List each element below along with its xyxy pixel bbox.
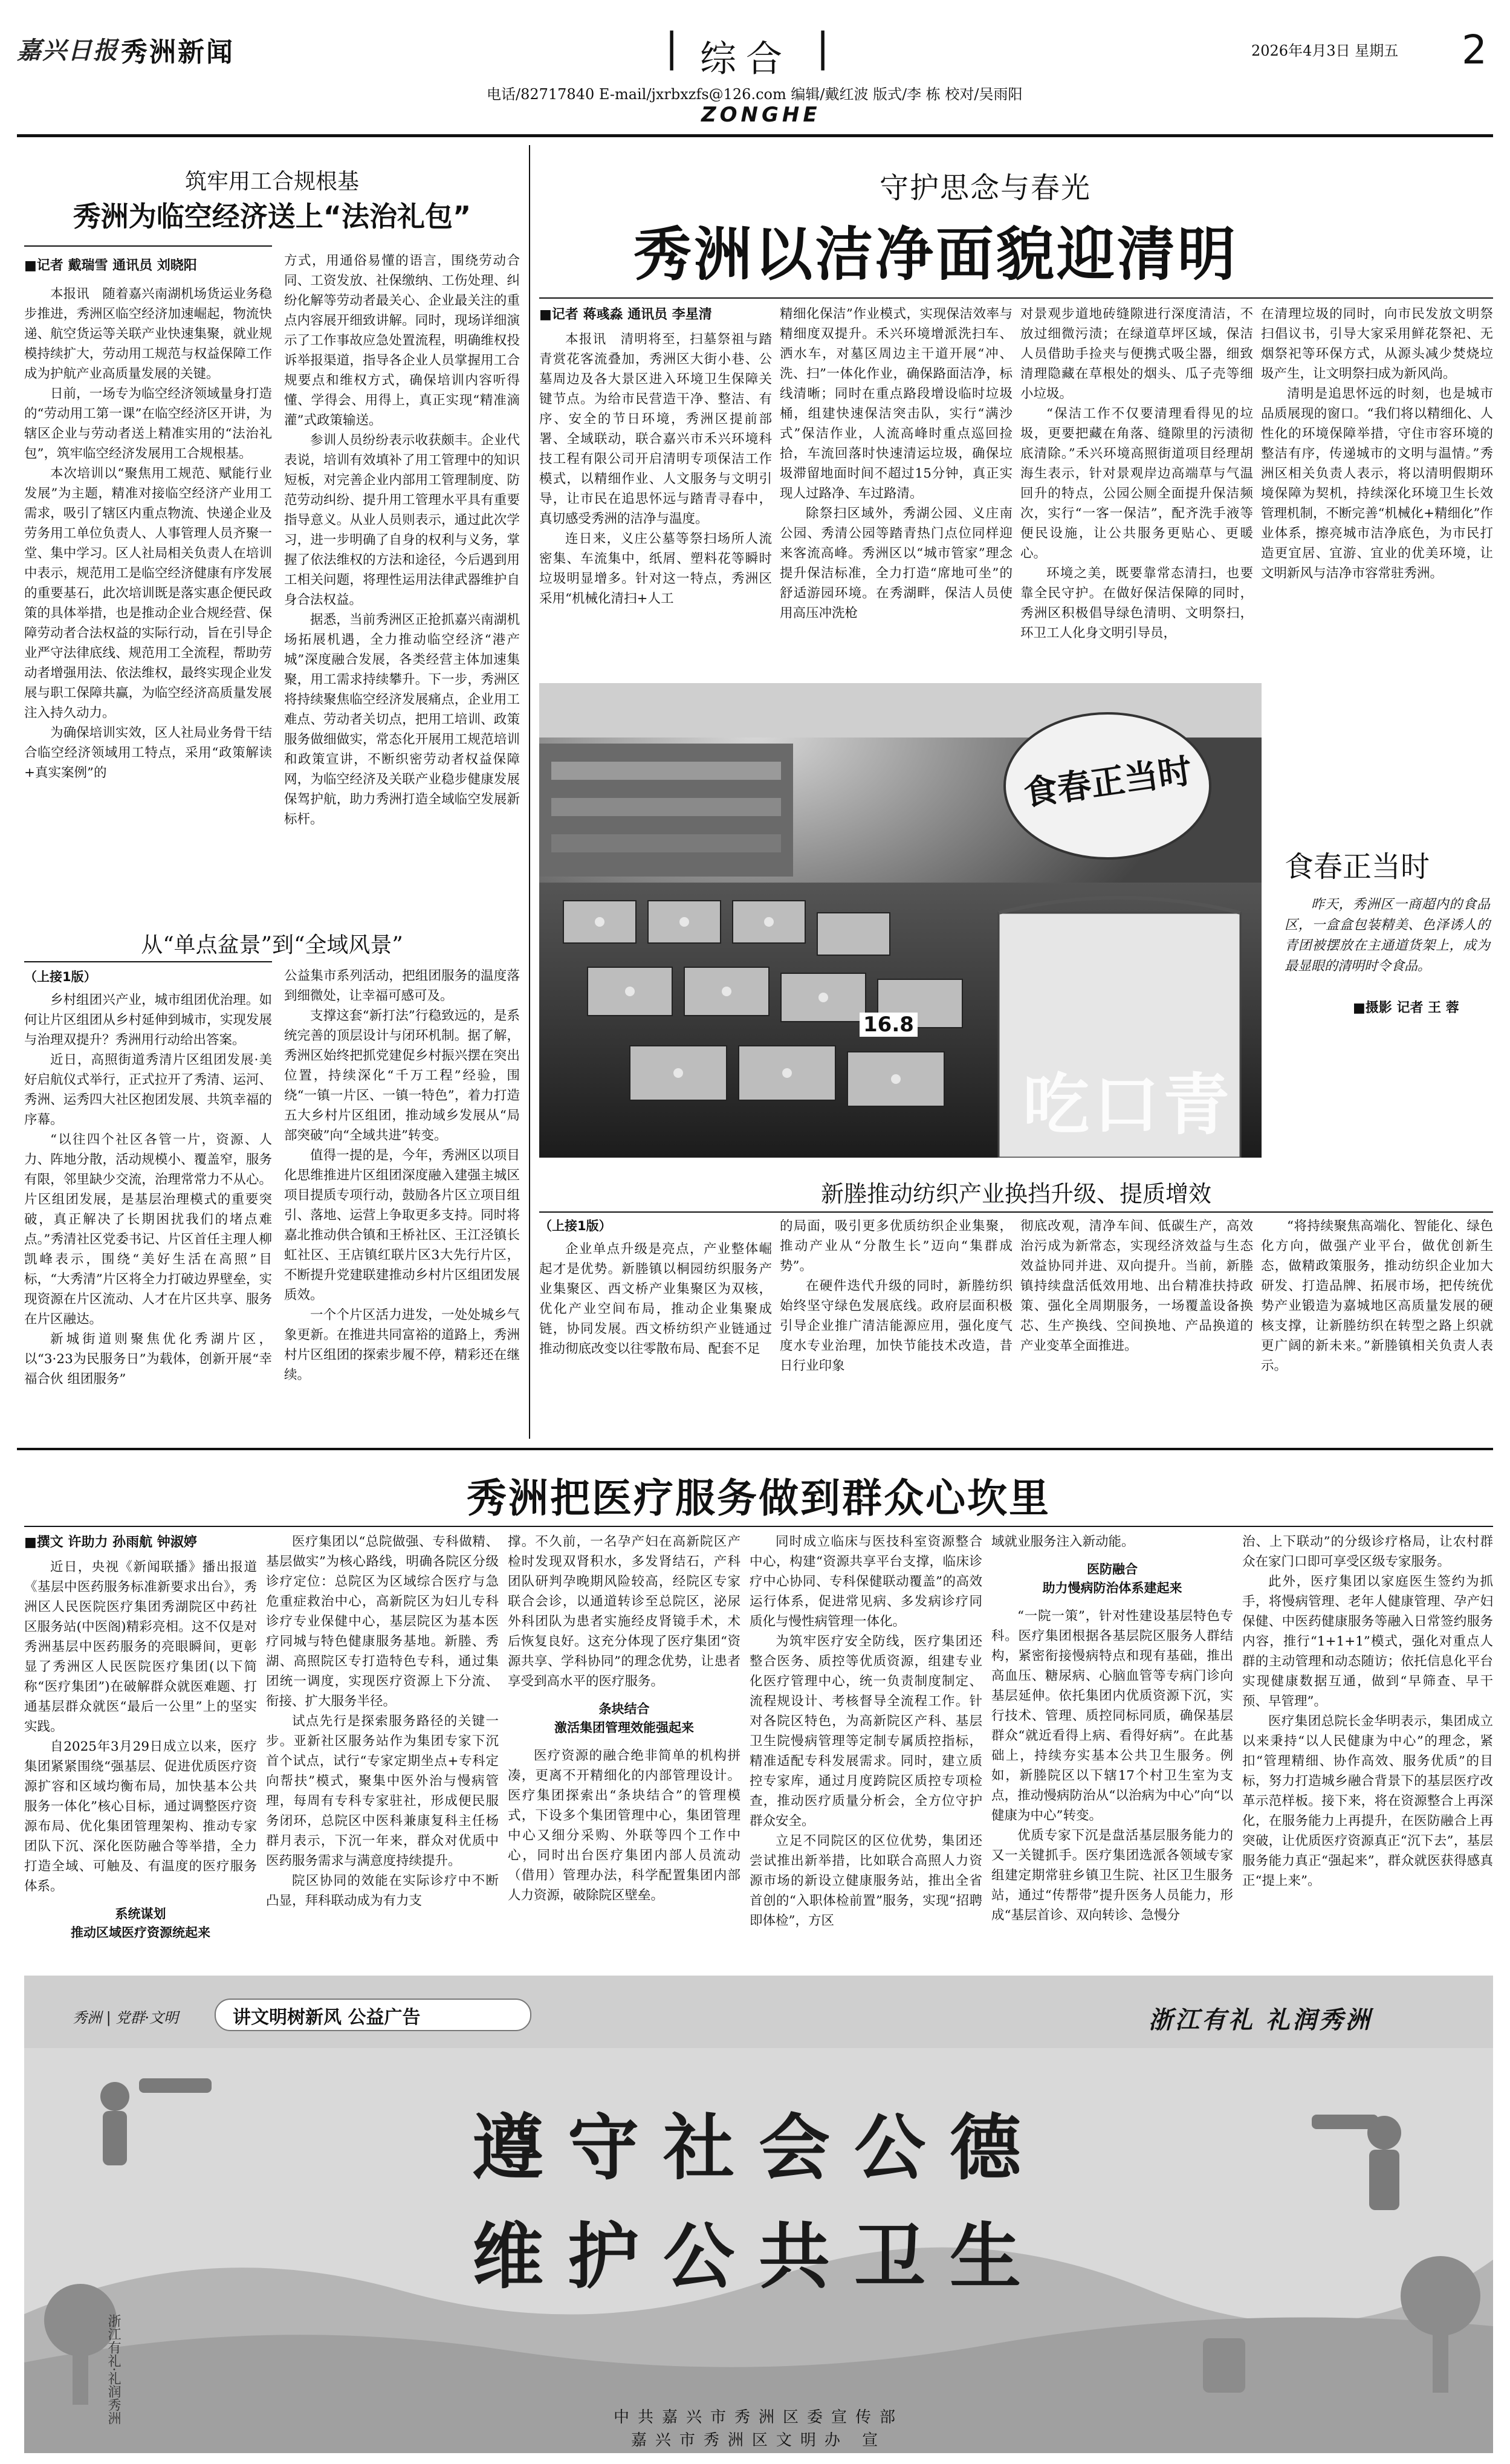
paragraph: 医疗集团总院长金华明表示，集团成立以来秉持“以人民健康为中心”的理念，紧扣“管理精细、协作高效、服务优质”的目标，努力打造城乡融合背景下的基层医疗改革示范样板。接下来，将在资源整合上再深化，在服务能力上再提升，在医防融合上再突破，让优质医疗资源真正“沉下去”，基层服务能力真正“强起来”，群众就医获得感真正“提上来”。 <box>1242 1714 1493 1889</box>
paragraph: 优质专家下沉是盘活基层服务能力的又一关键抓手。医疗集团选派各领域专家组建定期常驻乡镇卫生院、社区卫生服务站，通过“传帮带”提升医务人员能力，形成“基层首诊、双向转诊、急慢分 <box>991 1828 1233 1923</box>
public-service-ad <box>24 1976 1493 2453</box>
ad-logo: 秀洲 | 党群·文明 <box>73 2009 178 2026</box>
paragraph: 医疗资源的融合绝非简单的机构拼凑，更离不开精细化的内部管理设计。医疗集团探索出“条块结合”的管理模式，下设多个集团管理中心，集团管理中心又细分采购、外联等四个工作中心，同时出台医疗集团内部人员流动（借用）管理办法，科学配置集团内部人力资源，破除院区壁垒。 <box>508 1748 740 1903</box>
paragraph: 撑。不久前，一名孕产妇在高新院区产检时发现双肾积水，多发肾结石，产科团队研判孕晚期风险较高，经院区专家联合会诊，以通道转诊至总院区，泌尿外科团队为患者实施经皮肾镜手术，术后恢复良好。这充分体现了医疗集团“资源共享、学科协同”的理念优势，让患者享受到高水平的医疗服务。 <box>508 1534 740 1689</box>
column-name: 综合 <box>700 38 792 80</box>
grid-title: 从“单点盆景”到“全域风景” <box>141 933 403 958</box>
photo-price-tag: 16.8 <box>860 1013 918 1037</box>
paragraph: 此外，医疗集团以家庭医生签约为抓手，将慢病管理、老年人健康管理、孕产妇保健、中医药健康服务等融入日常签约服务内容，推行“1+1+1”模式，强化对重点人群的主动管理和动态随访；依托信息化平台实现健康数据互通，做到“早筛查、早干预、早管理”。 <box>1242 1574 1493 1709</box>
contact-line: 电话/82717840 E-mail/jxrbxzfs@126.com 编辑/戴红波 版式/李 栋 校对/吴雨阳 <box>487 86 1023 103</box>
section-rule <box>17 1448 1493 1450</box>
spring-title: 秀洲以洁净面貌迎清明 <box>633 221 1238 288</box>
legal-byline: ■记者 戴瑞雪 通讯员 刘晓阳 <box>24 258 197 273</box>
textile-col-2 <box>780 1216 1013 1439</box>
spring-col-3 <box>1020 304 1253 674</box>
paragraph: 乡村组团兴产业，城市组团优治理。如何让片区组团从乡村延伸到城市，实现发展与治理双提升？秀洲用行动给出答案。 <box>24 993 272 1048</box>
paragraph: 为筑牢医疗安全防线，医疗集团还整合医务、质控等优质资源，组建专业化医疗管理中心，统一负责制度制定、流程规设计、考核督导全流程工作。针对各院区特色，为高新院区产科、基层卫生院慢病管理等定制专属质控指标，精准适配专科发展需求。同时，建立质控专家库，通过月度跨院区质控专项检查，推动医疗质量分析会，全方位守护群众安全。 <box>750 1634 982 1829</box>
textile-from: （上接1版） <box>539 1219 612 1233</box>
paragraph: 本报讯 清明将至，扫墓祭祖与踏青赏花客流叠加，秀洲区大街小巷、公墓周边及各大景区进入环境卫生保障关键节点。为给市民营造干净、整洁、有序、安全的节日环境，秀洲区提前部署、全域联动，联合嘉兴市禾兴环境科技工程有限公司开启清明专项保洁工作模式，以精细作业、人文服务与文明引导，让市民在追思怀远与踏青寻春中，真切感受秀洲的洁净与温度。 <box>539 332 772 527</box>
ad-banner-right: 浙江有礼 礼润秀洲 <box>1149 2006 1372 2034</box>
paragraph: “保洁工作不仅要清理看得见的垃圾，更要把藏在角落、缝隙里的污渍彻底清除。”禾兴环境高照街道项目经理胡海生表示，针对景观岸边高端草与气温回升的特点，公园公厕全面提升保洁频次，实行“一客一保洁”，配齐洗手液等便民设施，让公共服务更贴心、更暖心。 <box>1020 406 1253 561</box>
subhead-3: 医防融合 助力慢病防治体系建起来 <box>1042 1562 1182 1595</box>
legal-kicker: 筑牢用工合规根基 <box>184 169 359 194</box>
grid-rule <box>24 961 272 962</box>
bar-left-icon: | <box>665 24 679 71</box>
paragraph: 同时成立临床与医技科室资源整合中心，构建“资源共享平台支撑，临床诊疗中心协同、专科保健联动覆盖”的高效运行体系，促进常见病、多发病诊疗同质化与慢性病管理一体化。 <box>750 1534 982 1629</box>
paragraph: “将持续聚焦高端化、智能化、绿色化方向，做强产业平台，做优创新生态，做精政策服务，推动纺织企业加大研发、打造品牌、拓展市场，把传统优势产业锻造为嘉城地区高质量发展的硬核支撑，让新塍纺织在转型之路上织就更广阔的新未来。”新塍镇相关负责人表示。 <box>1261 1219 1493 1373</box>
paragraph: 对景观步道地砖缝隙进行深度清洁，不放过细微污渍；在绿道草坪区域，保洁人员借助手捡夹与便携式吸尘器，细致清理隐藏在草根处的烟头、瓜子壳等细小垃圾。 <box>1020 306 1253 401</box>
paragraph: 清明是追思怀远的时刻，也是城市品质展现的窗口。“我们将以精细化、人性化的环境保障举措，守住市容环境的整洁有序，传递城市的文明与温情。”秀洲区相关负责人表示，将以清明假期环境保障为契机，持续深化环境卫生长效管理机制，不断完善“机械化+精细化”作业体系，擦亮城市洁净底色，为市民打造更宜居、宜游、宜业的优美环境，让文明新风与洁净市容常驻秀洲。 <box>1261 386 1493 581</box>
masthead-section: 秀洲新闻 <box>121 37 235 68</box>
legal-col-2 <box>284 251 520 919</box>
spring-byline: ■记者 蒋彧淼 通讯员 李星清 <box>539 307 712 322</box>
ad-slogan-line-2: 维护公共卫生 <box>471 2214 1045 2298</box>
paragraph: 公益集市系列活动，把组团服务的温度落到细微处，让幸福可感可及。 <box>284 968 520 1003</box>
paragraph: 除祭扫区域外，秀湖公园、义庄南公园、秀清公园等踏青热门点位同样迎来客流高峰。秀洲区以“城市管家”理念提升保洁标准，全力打造“席地可坐”的舒适游园环境。在秀湖畔，保洁人员使用高压冲洗枪 <box>780 506 1013 621</box>
paragraph: 立足不同院区的区位优势，集团还尝试推出新举措，比如联合高照人力资源市场的新设立健康服务站，推出全省首创的“入职体检前置”服务，实现“招聘即体检”，方区 <box>750 1833 982 1928</box>
issue-date: 2026年4月3日 星期五 <box>1251 42 1399 59</box>
medical-byline: ■撰文 许助力 孙雨航 钟淑婷 <box>24 1535 197 1550</box>
textile-col-1 <box>539 1239 772 1439</box>
legal-col-1 <box>24 284 272 919</box>
paragraph: “一院一策”，针对性建设基层特色专科。医疗集团根据各基层院区服务人群结构，紧密衔接慢病特点和现有基础，推出高血压、糖尿病、心脑血管等专病门诊向基层延伸。依托集团内优质资源下沉，实行技术、管理、质控同标同质，确保基层群众“就近看得上病、看得好病”。在此基础上，持续夯实基本公共卫生服务。例如，新塍院区以下辖17个村卫生室为支点，推动慢病防治从“以治病为中心”向“以健康为中心”转变。 <box>991 1609 1233 1823</box>
bar-right-icon: | <box>816 24 830 71</box>
ad-slogan-line-1: 遵守社会公德 <box>471 2106 1045 2190</box>
paragraph: “以往四个社区各管一片，资源、人力、阵地分散，活动规模小、覆盖窄，服务有限，邻里缺少交流，治理常常力不从心。片区组团发展，是基层治理模式的重要突破，真正解决了长期困扰我们的堵点难点。”秀清社区党委书记、片区首任主理人柳凯峰表示，围绕“美好生活在高照”目标，“大秀清”片区将全力打破边界壁垒，实现资源在片区流动、人才在片区共享、服务在片区融达。 <box>24 1132 272 1327</box>
paragraph: 方式，用通俗易懂的语言，围绕劳动合同、工资发放、社保缴纳、工伤处理、纠纷化解等劳动者最关心、企业最关注的重点内容展开细致讲解。同时，现场详细演示了工作事故应急处置流程，明确维权投诉举报渠道，指导各企业人员掌握用工合规要点和维权方式，确保培训内容听得懂、学得会、用得上，真正实现“精准滴灌”式政策输送。 <box>284 253 520 428</box>
grid-col-1 <box>24 990 272 1438</box>
medical-col-6 <box>1242 1532 1493 1968</box>
spring-kicker: 守护思念与春光 <box>880 171 1092 205</box>
photo-sign-bottom: 吃口青 <box>1023 1066 1233 1144</box>
paragraph: 精细化保洁”作业模式，实现保洁效率与精细度双提升。禾兴环境增派洗扫车、洒水车，对墓区周边主干道开展“冲、洗、扫”一体化作业，确保路面洁净，标线清晰；同时在重点路段增设临时垃圾桶，组建快速保洁突击队，实行“满沙式”保洁作业，人流高峰时重点巡回捡拾，车流回落时快速清运垃圾，确保垃圾滞留地面时间不超过15分钟，真正实现人过路净、车过路清。 <box>780 306 1013 501</box>
medical-title: 秀洲把医疗服务做到群众心坎里 <box>467 1475 1051 1522</box>
paragraph: 近日，高照街道秀清片区组团发展·美好启航仪式举行，正式拉开了秀清、运河、秀洲、运秀四大社区抱团发展、共筑幸福的序幕。 <box>24 1052 272 1127</box>
medical-col-4 <box>750 1532 982 1968</box>
paragraph: 支撑这套“新打法”行稳致远的，是系统完善的顶层设计与闭环机制。据了解，秀洲区始终把抓党建促乡村振兴摆在突出位置，持续深化“千万工程”经验，围绕“一镇一片区、一镇一特色”，着力打造五大乡村片区组团，推动域乡发展从“局部突破”向“全域共进”转变。 <box>284 1008 520 1143</box>
paragraph: 值得一提的是，今年，秀洲区以项目化思维推进片区组团深度融入建强主城区项目提质专项行动，鼓励各片区立项目组引、落地、运营上争取更多支持。同时将嘉北推动供合镇和王桥社区、王江泾镇长虹社区、王店镇红联片区3大先行片区，不断提升党建联建推动乡村片区组团发展质效。 <box>284 1148 520 1303</box>
paragraph: 本次培训以“聚焦用工规范、赋能行业发展”为主题，精准对接临空经济产业用工需求，吸引了辖区内重点物流、快递企业及劳务用工单位负责人、人事管理人员齐聚一堂、集中学习。区人社局相关负责人在培训中表示，规范用工是临空经济健康有序发展的重要基石，此次培训既是落实惠企便民政策的具体举措，也是推动企业合规经营、保障劳动者合法权益的实际行动，旨在引导企业严守法律底线、规范用工全流程，帮助劳动者增强用法、依法维权，最终实现企业发展与职工保障共赢，为临空经济高质量发展注入持久动力。 <box>24 466 272 721</box>
news-photo <box>539 683 1262 1158</box>
paragraph: 彻底改观，清净车间、低碳生产，高效治污成为新常态，实现经济效益与生态效益协同并进、双向提升。当前，新塍镇持续盘活低效用地、出台精准扶持政策、强化全周期服务，一场覆盖设备换芯、生产换线、空间换地、产品换道的产业变革全面推进。 <box>1020 1219 1253 1354</box>
paragraph: 在清理垃圾的同时，向市民发放文明祭扫倡议书，引导大家采用鲜花祭祀、无烟祭祀等环保方式，从源头减少焚烧垃圾产生，让文明祭扫成为新风尚。 <box>1261 306 1493 381</box>
medical-col-2 <box>266 1532 499 1968</box>
ad-banner-left-text: 讲文明树新风 公益广告 <box>233 2007 421 2028</box>
ad-footer-1: 中共嘉兴市秀洲区委宣传部 <box>613 2408 904 2427</box>
paragraph: 自2025年3月29日成立以来，医疗集团紧紧围绕“强基层、促进优质医疗资源扩容和区域均衡布局，加快基本公共服务一体化”核心目标，通过调整医疗资源布局、优化集团管理架构、推动专家团队下沉、深化医防融合等举措，全力打造全域、可触及、有温度的医疗服务体系。 <box>24 1739 257 1894</box>
paragraph: 本报讯 随着嘉兴南湖机场货运业务稳步推进，秀洲区临空经济加速崛起，物流快递、航空货运等关联产业快速集聚，就业规模持续扩大，劳动用工规范与权益保障工作成为护航产业高质量发展的关键。 <box>24 287 272 381</box>
spring-col-1 <box>539 329 772 674</box>
grid-col-2 <box>284 966 520 1438</box>
spring-col-4 <box>1261 304 1493 674</box>
paragraph: 参训人员纷纷表示收获颇丰。企业代表说，培训有效填补了用工管理中的知识短板，对完善企业内部用工管理制度、防范劳动纠纷、提升用工管理水平具有重要指导意义。从业人员则表示，通过此次学习，进一步明确了自身的权利与义务，掌握了依法维权的方法和途径，今后遇到用工相关问题，将理性运用法律武器维护自身合法权益。 <box>284 433 520 608</box>
paragraph: 在硬件迭代升级的同时，新塍纺织始终坚守绿色发展底线。政府层面积极引导企业推广清洁能源应用，强化度气度水专业治理，加快节能技术改造，昔日行业印象 <box>780 1279 1013 1373</box>
ad-footer-2: 嘉兴市秀洲区文明办 宣 <box>630 2431 887 2449</box>
grid-from: （上接1版） <box>24 970 97 984</box>
ad-side-tag: 浙江有礼·礼润秀洲 <box>106 2314 121 2425</box>
vertical-divider <box>529 145 530 1439</box>
textile-col-4 <box>1261 1216 1493 1439</box>
paragraph: 治、上下联动”的分级诊疗格局，让农村群众在家门口即可享受区级专家服务。 <box>1242 1534 1493 1569</box>
paragraph: 院区协同的效能在实际诊疗中不断凸显，拜科联动成为有力支 <box>266 1873 499 1908</box>
spring-col-2 <box>780 304 1013 674</box>
paragraph: 近日，央视《新闻联播》播出报道《基层中医药服务标准新要求出台》，秀洲区人民医院医疗集团秀湖院区中药社区服务站(中医阁)精彩亮相。这不仅是对秀洲基层中医药服务的亮眼瞬间，更彰显了秀洲区人民医院医疗集团(以下简称“医疗集团”)在破解群众就医难题、打通基层群众就医“最后一公里”上的坚实实践。 <box>24 1560 257 1734</box>
paragraph: 的局面，吸引更多优质纺织企业集聚，推动产业从“分散生长”迈向“集群成势”。 <box>780 1219 1013 1274</box>
paragraph: 试点先行是探索服务路径的关键一步。亚新社区服务站作为集团专家下沉首个试点，试行“专家定期坐点+专科定向帮扶”模式，聚集中医外治与慢病管理，每周有专科专家驻社，形成便民服务闭环，总院区中医科兼康复科主任杨群月表示，下沉一年来，群众对优质中医药服务需求与满意度持续提升。 <box>266 1714 499 1869</box>
paragraph: 日前，一场专为临空经济领域量身打造的“劳动用工第一课”在临空经济区开讲，为辖区企业与劳动者送上精准实用的“法治礼包”，筑牢临空经济发展用工合规根基。 <box>24 386 272 461</box>
paragraph: 医疗集团以“总院做强、专科做精、基层做实”为核心路线，明确各院区分级诊疗定位：总院区为区域综合医疗与急危重症救治中心，高新院区为妇儿专科诊疗专业保健中心，基层院区为基本医疗同城与特色健康服务基地。新塍、秀湖、高照院区专打造特色专科，通过集团统一调度，实现医疗资源上下分流、衔接、扩大服务半径。 <box>266 1534 499 1709</box>
paragraph: 为确保培训实效，区人社局业务骨干结合临空经济领域用工特点，采用“政策解读+真实案例”的 <box>24 725 272 780</box>
paragraph: 据悉，当前秀洲区正抢抓嘉兴南湖机场拓展机遇，全力推动临空经济“港产城”深度融合发展，各类经营主体加速集聚，用工需求持续攀升。下一步，秀洲区将持续聚焦临空经济发展痛点，企业用工难点、劳动者关切点，把用工培训、政策服务做细做实，常态化开展用工规范培训和政策宣讲，不断织密劳动者权益保障网，为临空经济及关联产业稳步健康发展保驾护航，助力秀洲打造全域临空发展新标杆。 <box>284 612 520 827</box>
photo-caption: 昨天，秀洲区一商超内的食品区，一盒盒包装精美、色泽诱人的青团被摆放在主通道货架上，成为最显眼的清明时令食品。 <box>1285 897 1490 974</box>
legal-rule <box>24 245 272 247</box>
page-number: 2 <box>1462 27 1487 73</box>
photo-sign-top: 食春正当时 <box>1021 750 1194 814</box>
paragraph: 一个个片区活力进发，一处处城乡气象更新。在推进共同富裕的道路上，秀洲村片区组团的探索步履不停，精彩还在继续。 <box>284 1308 520 1383</box>
subhead-2: 条块结合 激活集团管理效能强起来 <box>554 1702 694 1735</box>
paragraph: 域就业服务注入新动能。 <box>991 1534 1135 1549</box>
paragraph: 环境之美，既要靠常态清扫，也要靠全民守护。在做好保洁保障的同时，秀洲区积极倡导绿色清明、文明祭扫，环卫工人化身文明引导员， <box>1020 566 1253 641</box>
medical-rule <box>24 1526 1493 1527</box>
paragraph: 新城街道则聚焦优化秀湖片区，以“3·23为民服务日”为载体，创新开展“幸福合伙 组团服务” <box>24 1332 272 1387</box>
spring-rule <box>539 297 1493 299</box>
photo-title: 食春正当时 <box>1285 850 1430 884</box>
photo-credit: ■摄影 记者 王 蓉 <box>1353 1000 1459 1016</box>
textile-title: 新塍推动纺织产业换挡升级、提质增效 <box>820 1181 1211 1207</box>
textile-col-3 <box>1020 1216 1253 1439</box>
paragraph: 连日来，义庄公墓等祭扫场所人流密集、车流集中，纸屑、塑料花等瞬时垃圾明显增多。针对这一特点，秀洲区采用“机械化清扫+人工 <box>539 531 772 606</box>
medical-col-3 <box>508 1532 740 1968</box>
textile-rule <box>539 1211 1493 1213</box>
legal-title: 秀洲为临空经济送上“法治礼包” <box>73 200 471 233</box>
masthead-rule <box>17 134 1493 137</box>
paragraph: 企业单点升级是亮点，产业整体崛起才是优势。新塍镇以桐园纺织服务产业集聚区、西文桥产业集聚区为双核，优化产业空间布局，推动企业集聚成链，协同发展。西文桥纺织产业链通过推动彻底改变以往零散布局、配套不足 <box>539 1242 772 1357</box>
medical-col-1 <box>24 1557 257 1968</box>
masthead-logo: 嘉兴日报 <box>17 37 118 65</box>
column-pinyin: ZONGHE <box>701 103 821 127</box>
subhead-1: 系统谋划 推动区域医疗资源统起来 <box>71 1907 210 1940</box>
medical-col-5 <box>991 1532 1233 1968</box>
